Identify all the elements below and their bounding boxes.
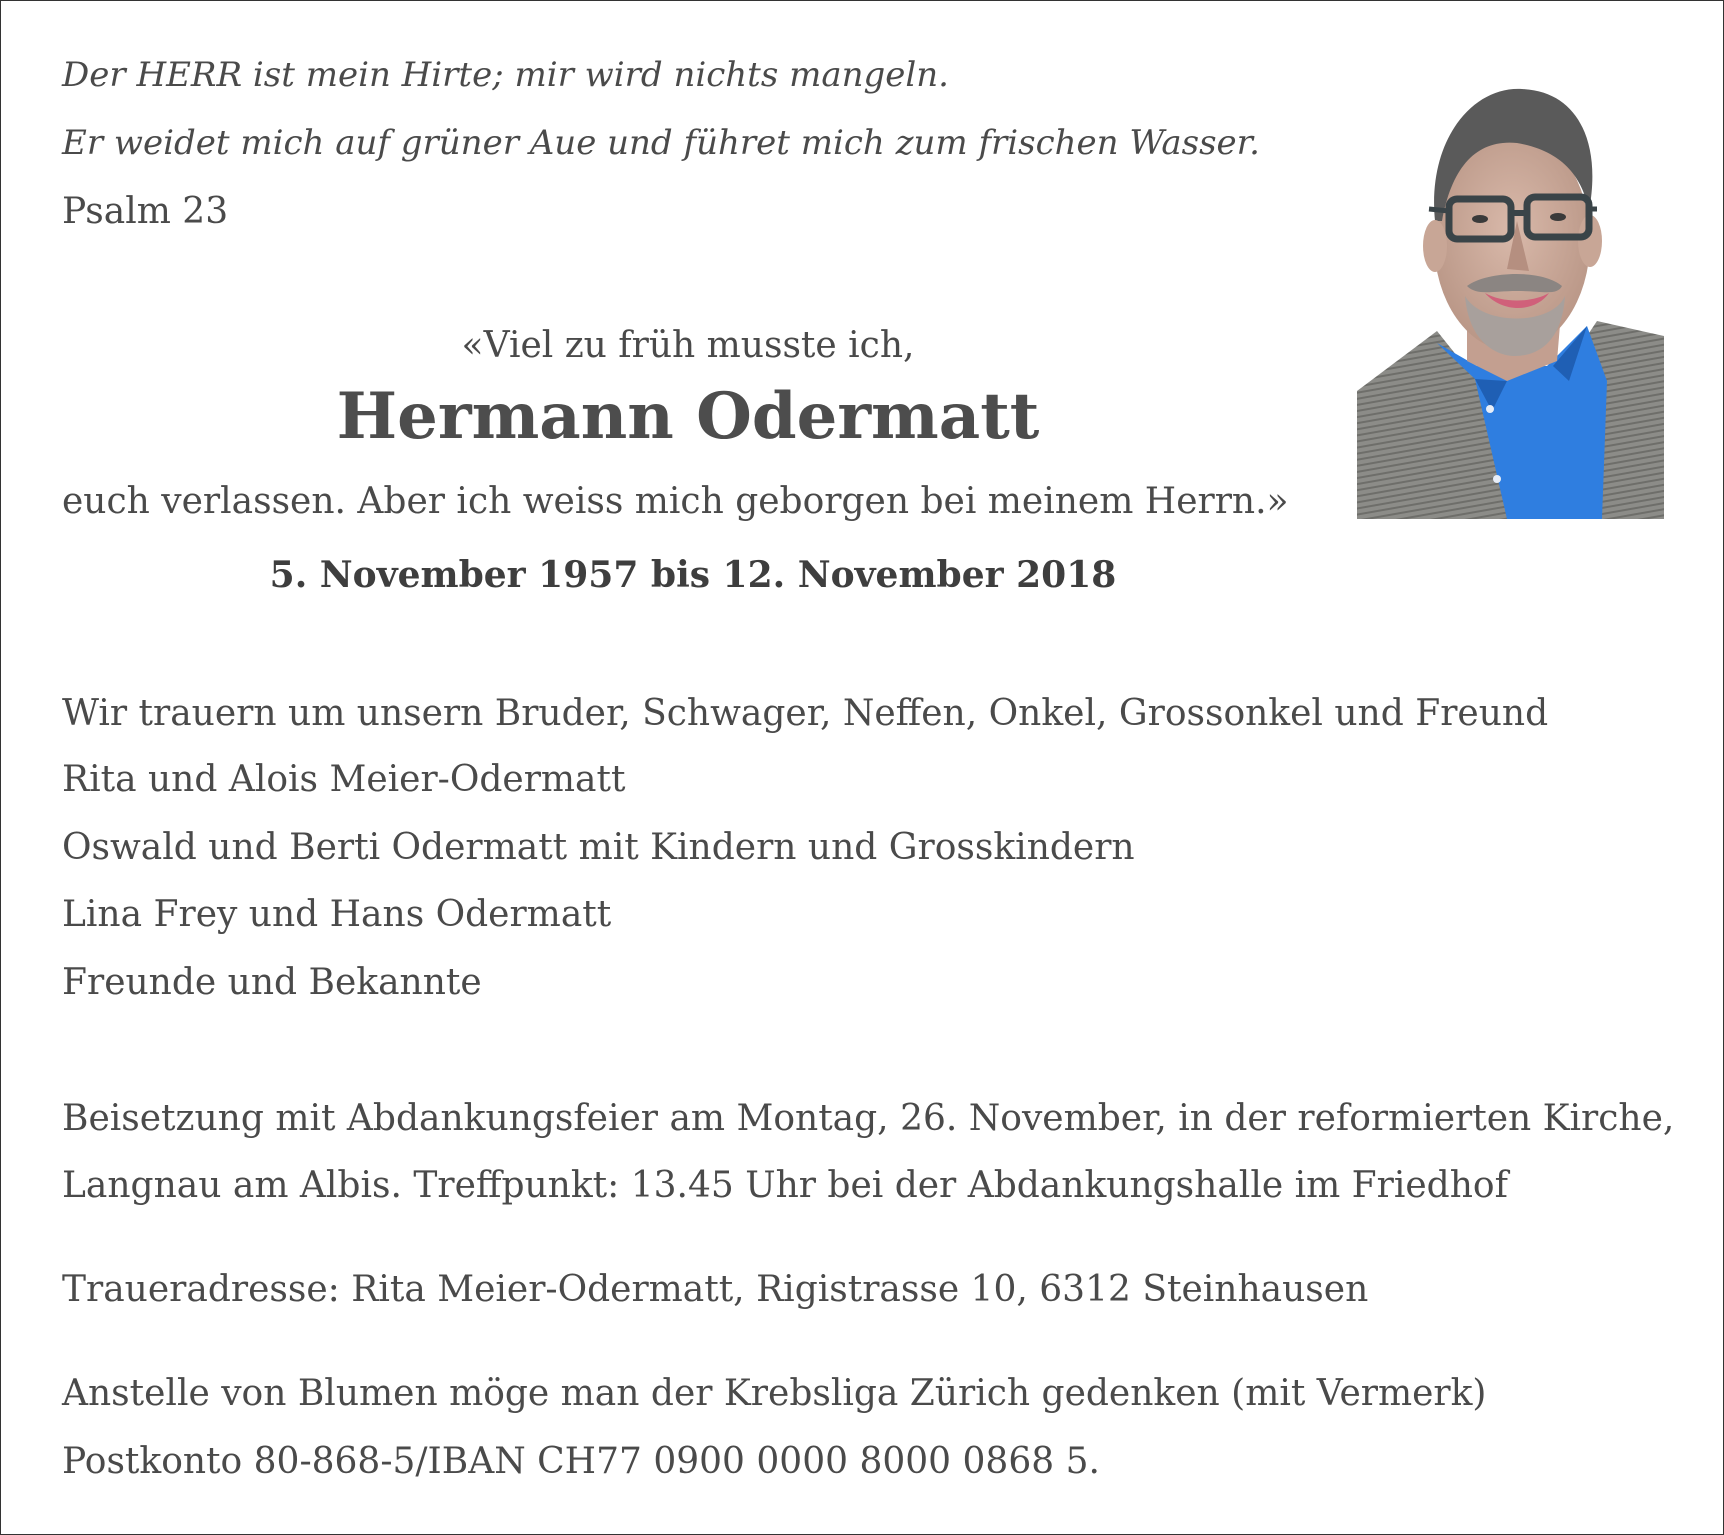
ceremony-line-2: Langnau am Albis. Treffpunkt: 13.45 Uhr bei der Abdankungshalle im Friedhof <box>62 1165 1508 1206</box>
mourners-intro: Wir trauern um unsern Bruder, Schwager, Neffen, Onkel, Grossonkel und Freund <box>62 693 1549 734</box>
mourner-1: Rita und Alois Meier-Odermatt <box>62 759 626 800</box>
life-dates: 5. November 1957 bis 12. November 2018 <box>269 554 1117 596</box>
portrait-photo <box>1357 81 1664 519</box>
verse-line-1: Der HERR ist mein Hirte; mir wird nichts mangeln. <box>62 55 949 95</box>
ceremony-line-1: Beisetzung mit Abdankungsfeier am Montag, 26. November, in der reformierten Kirche, <box>62 1098 1675 1139</box>
quote-outro: euch verlassen. Aber ich weiss mich geborgen bei meinem Herrn.» <box>62 481 1289 522</box>
mourning-address: Traueradresse: Rita Meier-Odermatt, Rigistrasse 10, 6312 Steinhausen <box>62 1269 1369 1310</box>
verse-source: Psalm 23 <box>62 191 229 232</box>
verse-line-2: Er weidet mich auf grüner Aue und führet mich zum frischen Wasser. <box>62 123 1260 163</box>
donation-line-2: Postkonto 80-868-5/IBAN CH77 0900 0000 8000 0868 5. <box>62 1441 1100 1482</box>
donation-line-1: Anstelle von Blumen möge man der Krebsliga Zürich gedenken (mit Vermerk) <box>62 1373 1487 1414</box>
mourner-4: Freunde und Bekannte <box>62 962 482 1003</box>
mourner-2: Oswald und Berti Odermatt mit Kindern und Grosskindern <box>62 827 1135 868</box>
portrait-illustration <box>1357 81 1664 519</box>
deceased-name: Hermann Odermatt <box>336 379 1040 454</box>
quote-intro: «Viel zu früh musste ich, <box>461 325 915 366</box>
mourner-3: Lina Frey und Hans Odermatt <box>62 894 612 935</box>
